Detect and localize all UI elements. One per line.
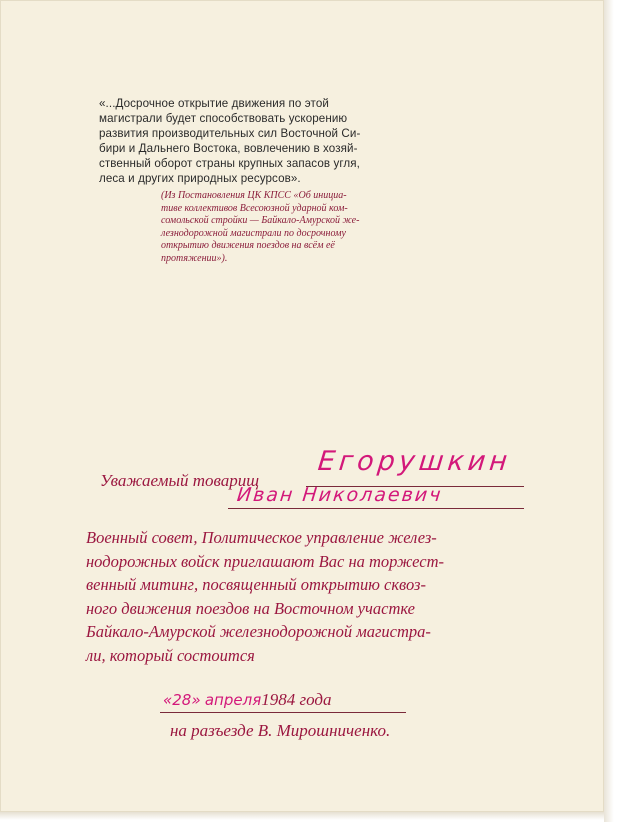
invitation-line: Байкало-Амурской железнодорожной магистра-	[86, 622, 431, 641]
event-year: 1984 года	[261, 690, 332, 709]
resolution-quote	[99, 96, 429, 186]
source-line: протяжении»).	[161, 252, 228, 264]
scan-edge-right	[604, 0, 618, 822]
invitation-line: Военный совет, Политическое управление желез-	[86, 528, 437, 547]
quote-line: развития производительных сил Восточной Си-	[99, 127, 361, 140]
event-month: апреля	[204, 691, 262, 709]
invitation-text	[86, 526, 576, 667]
invitation-line: венный митинг, посвященный открытию сквоз-	[86, 575, 426, 594]
invitation-line: нодорожных войск приглашают Вас на торжест-	[86, 551, 444, 571]
event-day: «28»	[163, 691, 201, 709]
quote-line: леса и других природных ресурсов».	[99, 172, 301, 185]
source-line: тиве коллективов Всесоюзной ударной ком-	[161, 202, 348, 214]
event-date	[163, 690, 332, 710]
source-line: лезнодорожной магистрали по досрочному	[161, 227, 346, 239]
event-place: на разъезде В. Мирошниченко.	[170, 721, 391, 740]
source-line: (Из Постановления ЦК КПСС «Об инициа-	[161, 190, 347, 201]
given-names-underline	[228, 508, 524, 509]
quote-line: ственный оборот страны крупных запасов угля,	[99, 157, 360, 170]
quote-line: магистрали будет способствовать ускорению	[99, 112, 348, 125]
quote-line: бири и Дальнего Востока, вовлечению в хозяй-	[99, 142, 358, 155]
source-line: сомольской стройки — Байкало-Амурской же-	[161, 215, 360, 226]
greeting: Уважаемый товарищ	[100, 471, 260, 490]
source-line: открытию движения поездов на всём её	[161, 240, 335, 251]
invitation-line: ного движения поездов на Восточном участке	[86, 598, 416, 618]
quote-line: «...Досрочное открытие движения по этой	[99, 97, 329, 110]
recipient-surname: Егорушкин	[316, 446, 513, 477]
scan-edge-bottom	[0, 812, 604, 822]
recipient-given-names: Иван Николаевич	[235, 484, 444, 506]
quote-source	[161, 190, 431, 265]
date-underline	[160, 712, 406, 713]
invitation-line: ли, который состоится	[86, 645, 255, 665]
